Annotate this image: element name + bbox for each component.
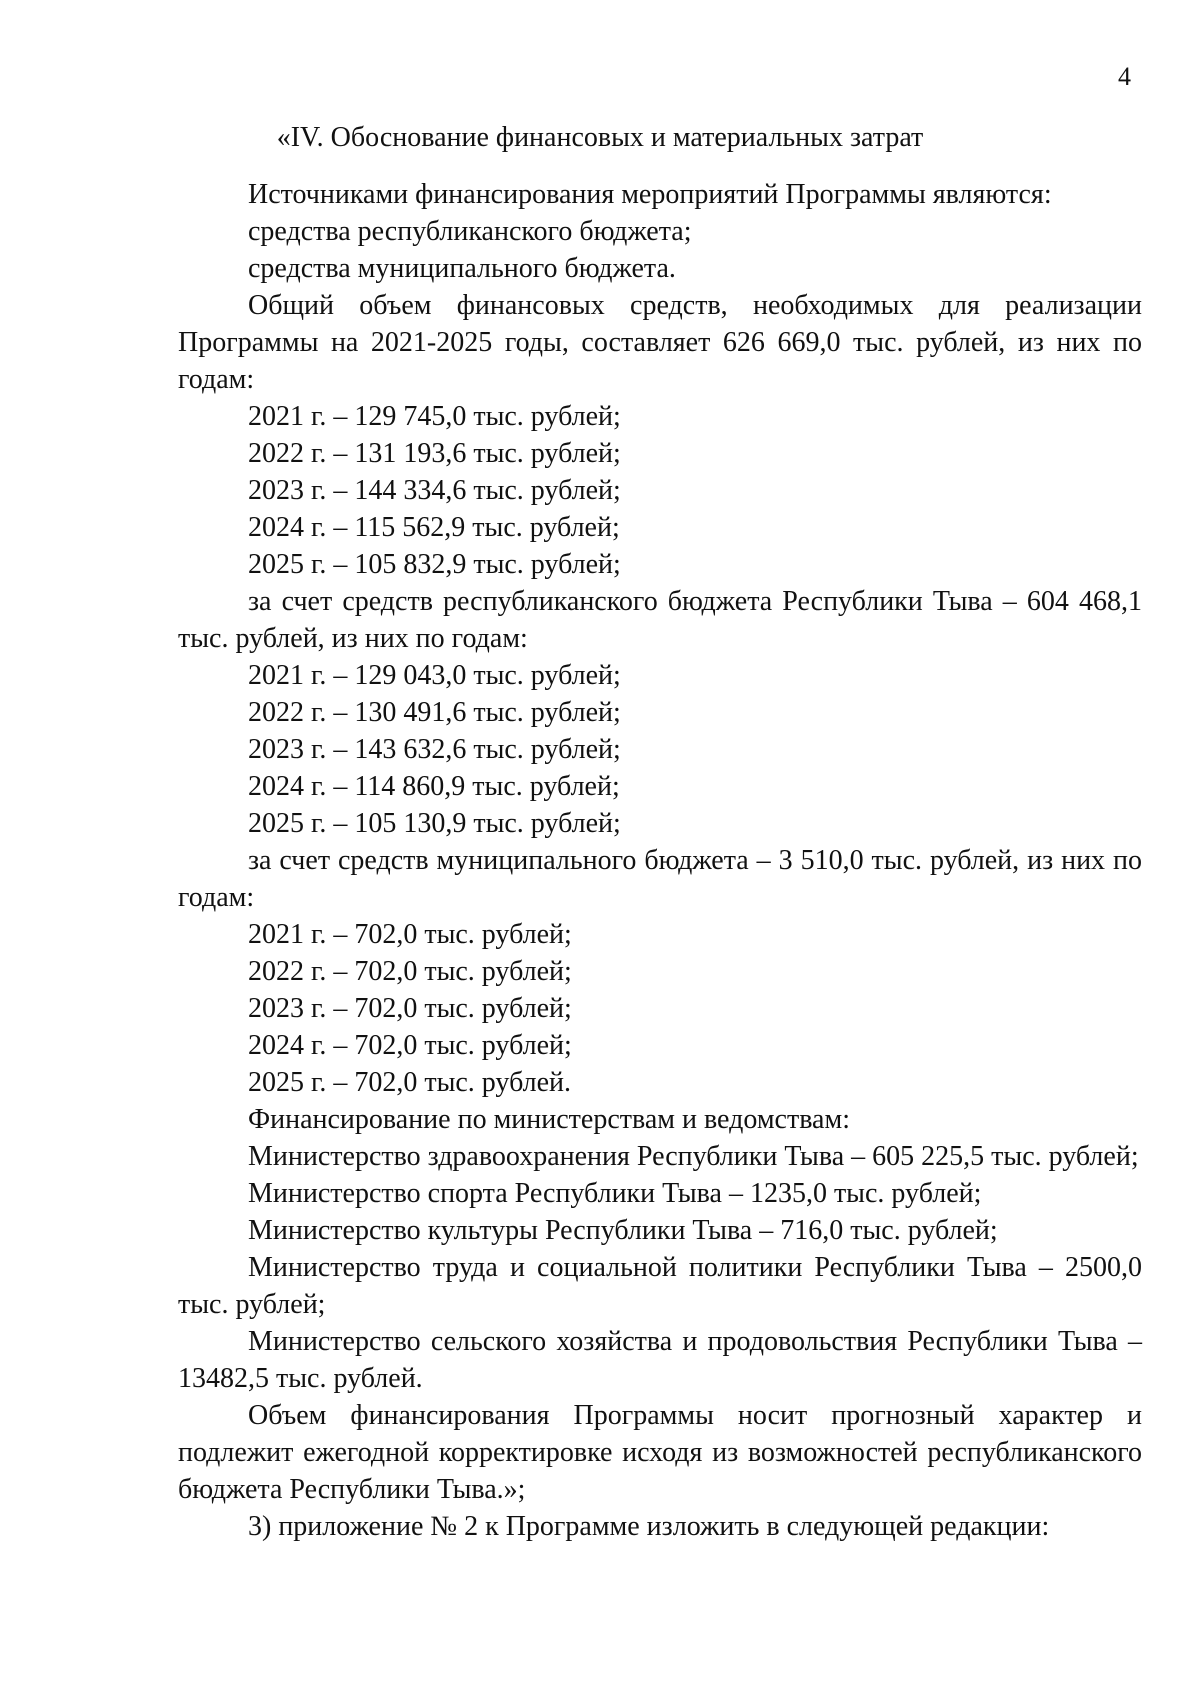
- page-number: 4: [1118, 62, 1131, 91]
- paragraph-forecast-nature: Объем финансирования Программы носит прогнозный характер и подлежит ежегодной корректировке исходя из возможностей республиканского бюджета Республики Тыва.»;: [178, 1400, 1142, 1505]
- list-item-total-2022: 2022 г. – 131 193,6 тыс. рублей;: [248, 438, 621, 469]
- list-item-republic-2025: 2025 г. – 105 130,9 тыс. рублей;: [248, 808, 621, 839]
- list-item-republic-2022: 2022 г. – 130 491,6 тыс. рублей;: [248, 697, 621, 728]
- paragraph-republic-funding: за счет средств республиканского бюджета Республики Тыва – 604 468,1 тыс. рублей, из них по годам:: [178, 586, 1142, 654]
- list-item-municipal-2021: 2021 г. – 702,0 тыс. рублей;: [248, 919, 572, 950]
- paragraph-total-volume: Общий объем финансовых средств, необходимых для реализации Программы на 2021-2025 годы, составляет 626 669,0 тыс. рублей, из них по годам:: [178, 290, 1142, 395]
- list-item-republic-2023: 2023 г. – 143 632,6 тыс. рублей;: [248, 734, 621, 765]
- list-item-republic-2024: 2024 г. – 114 860,9 тыс. рублей;: [248, 771, 620, 802]
- paragraph-ministries-heading: Финансирование по министерствам и ведомствам:: [248, 1104, 850, 1135]
- list-item-total-2023: 2023 г. – 144 334,6 тыс. рублей;: [248, 475, 621, 506]
- paragraph-sources: Источниками финансирования мероприятий Программы являются:: [248, 179, 1052, 210]
- list-item-municipal-2024: 2024 г. – 702,0 тыс. рублей;: [248, 1030, 572, 1061]
- document-body: [178, 176, 1142, 1545]
- paragraph-municipal-funding: за счет средств муниципального бюджета – 3 510,0 тыс. рублей, из них по годам:: [178, 845, 1142, 913]
- list-item-republic-2021: 2021 г. – 129 043,0 тыс. рублей;: [248, 660, 621, 691]
- list-item-municipal-2025: 2025 г. – 702,0 тыс. рублей.: [248, 1067, 571, 1098]
- list-item-total-2024: 2024 г. – 115 562,9 тыс. рублей;: [248, 512, 620, 543]
- list-item-municipal-2023: 2023 г. – 702,0 тыс. рублей;: [248, 993, 572, 1024]
- list-item-ministry-sport: Министерство спорта Республики Тыва – 1235,0 тыс. рублей;: [248, 1178, 982, 1209]
- list-item-ministry-labor: Министерство труда и социальной политики Республики Тыва – 2500,0 тыс. рублей;: [178, 1252, 1142, 1320]
- list-item-ministry-health: Министерство здравоохранения Республики Тыва – 605 225,5 тыс. рублей;: [248, 1141, 1139, 1172]
- list-item-total-2021: 2021 г. – 129 745,0 тыс. рублей;: [248, 401, 621, 432]
- list-item-ministry-agriculture: Министерство сельского хозяйства и продовольствия Республики Тыва – 13482,5 тыс. рублей.: [178, 1326, 1142, 1394]
- paragraph-republic-budget: средства республиканского бюджета;: [248, 216, 692, 247]
- paragraph-appendix-instruction: 3) приложение № 2 к Программе изложить в следующей редакции:: [248, 1511, 1050, 1542]
- section-heading: «IV. Обоснование финансовых и материальных затрат: [276, 122, 924, 153]
- paragraph-municipal-budget: средства муниципального бюджета.: [248, 253, 676, 284]
- list-item-municipal-2022: 2022 г. – 702,0 тыс. рублей;: [248, 956, 572, 987]
- list-item-total-2025: 2025 г. – 105 832,9 тыс. рублей;: [248, 549, 621, 580]
- list-item-ministry-culture: Министерство культуры Республики Тыва – 716,0 тыс. рублей;: [248, 1215, 998, 1246]
